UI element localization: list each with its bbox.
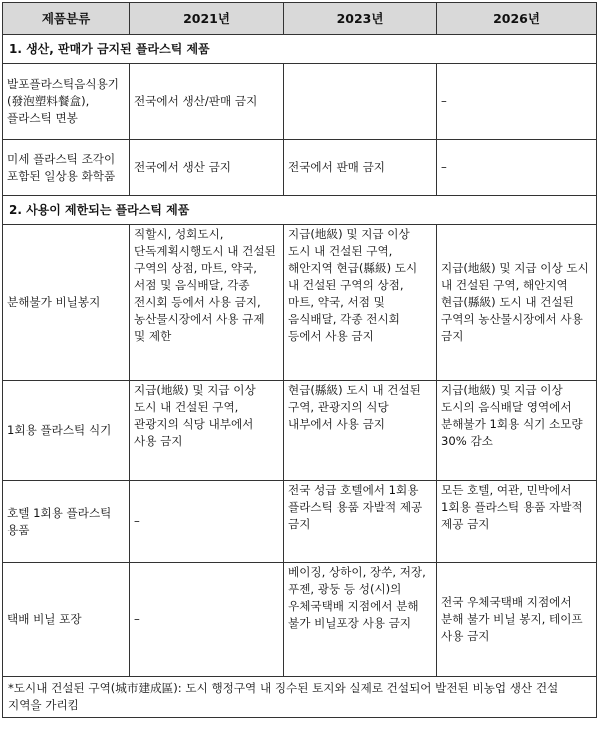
row-2023 xyxy=(284,64,437,140)
row-category: 택배 비닐 포장 xyxy=(3,563,130,677)
policy-document xyxy=(2,2,596,718)
table-row xyxy=(3,381,597,481)
row-2023: 전국에서 판매 금지 xyxy=(284,140,437,196)
table-row xyxy=(3,225,597,381)
row-2021: 전국에서 생산/판매 금지 xyxy=(130,64,284,140)
section-row-restricted xyxy=(3,196,597,225)
row-2026: 전국 우체국택배 지점에서 분해 불가 비닐 봉지, 테이프 사용 금지 xyxy=(437,563,597,677)
header-2021: 2021년 xyxy=(130,3,284,35)
row-2021: 전국에서 생산 금지 xyxy=(130,140,284,196)
footnote: *도시내 건설된 구역(城市建成區): 도시 행정구역 내 징수된 토지와 실제로 건설되어 발전된 비농업 생산 건설 지역을 가리킴 xyxy=(3,677,597,718)
row-category: 발포플라스틱음식용기(發泡塑料餐盒), 플라스틱 면봉 xyxy=(3,64,130,140)
row-2023: 전국 성급 호텔에서 1회용 플라스틱 용품 자발적 제공 금지 xyxy=(284,481,437,563)
table-header-row xyxy=(3,3,597,35)
row-2026: 지급(地級) 및 지급 이상 도시의 음식배달 영역에서 분해불가 1회용 식기 소모량 30% 감소 xyxy=(437,381,597,481)
table-row xyxy=(3,64,597,140)
row-category: 미세 플라스틱 조각이 포함된 일상용 화학품 xyxy=(3,140,130,196)
row-2021: 직할시, 성회도시, 단독계획시행도시 내 건설된 구역의 상점, 마트, 약국, 서점 및 음식배달, 각종 전시회 등에서 사용 금지, 농산물시장에서 사용 규제 및 제한 xyxy=(130,225,284,381)
section-row-banned xyxy=(3,35,597,64)
section-title: 1. 생산, 판매가 금지된 플라스틱 제품 xyxy=(3,35,597,64)
table-row xyxy=(3,563,597,677)
header-category: 제품분류 xyxy=(3,3,130,35)
row-2026: 모든 호텔, 여관, 민박에서 1회용 플라스틱 용품 자발적 제공 금지 xyxy=(437,481,597,563)
row-2021: – xyxy=(130,481,284,563)
row-2026: 지급(地級) 및 지급 이상 도시 내 건설된 구역, 해안지역 현급(縣級) 도시 내 건설된 구역의 농산물시장에서 사용 금지 xyxy=(437,225,597,381)
plastic-restriction-table xyxy=(2,2,597,718)
section-title: 2. 사용이 제한되는 플라스틱 제품 xyxy=(3,196,597,225)
row-2023: 베이징, 상하이, 장쑤, 저장, 푸젠, 광둥 등 성(시)의 우체국택배 지점에서 분해 불가 비닐포장 사용 금지 xyxy=(284,563,437,677)
row-2026: – xyxy=(437,64,597,140)
row-2021: – xyxy=(130,563,284,677)
header-2023: 2023년 xyxy=(284,3,437,35)
row-category: 1회용 플라스틱 식기 xyxy=(3,381,130,481)
table-row xyxy=(3,481,597,563)
row-2023: 지급(地級) 및 지급 이상 도시 내 건설된 구역, 해안지역 현급(縣級) 도시 내 건설된 구역의 상점, 마트, 약국, 서점 및 음식배달, 각종 전시회 등에서 사용 금지 xyxy=(284,225,437,381)
row-2021: 지급(地級) 및 지급 이상 도시 내 건설된 구역, 관광지의 식당 내부에서 사용 금지 xyxy=(130,381,284,481)
row-2023: 현급(縣級) 도시 내 건설된 구역, 관광지의 식당 내부에서 사용 금지 xyxy=(284,381,437,481)
footnote-row xyxy=(3,677,597,718)
row-category: 호텔 1회용 플라스틱 용품 xyxy=(3,481,130,563)
header-2026: 2026년 xyxy=(437,3,597,35)
row-2026: – xyxy=(437,140,597,196)
row-category: 분해불가 비닐봉지 xyxy=(3,225,130,381)
table-row xyxy=(3,140,597,196)
